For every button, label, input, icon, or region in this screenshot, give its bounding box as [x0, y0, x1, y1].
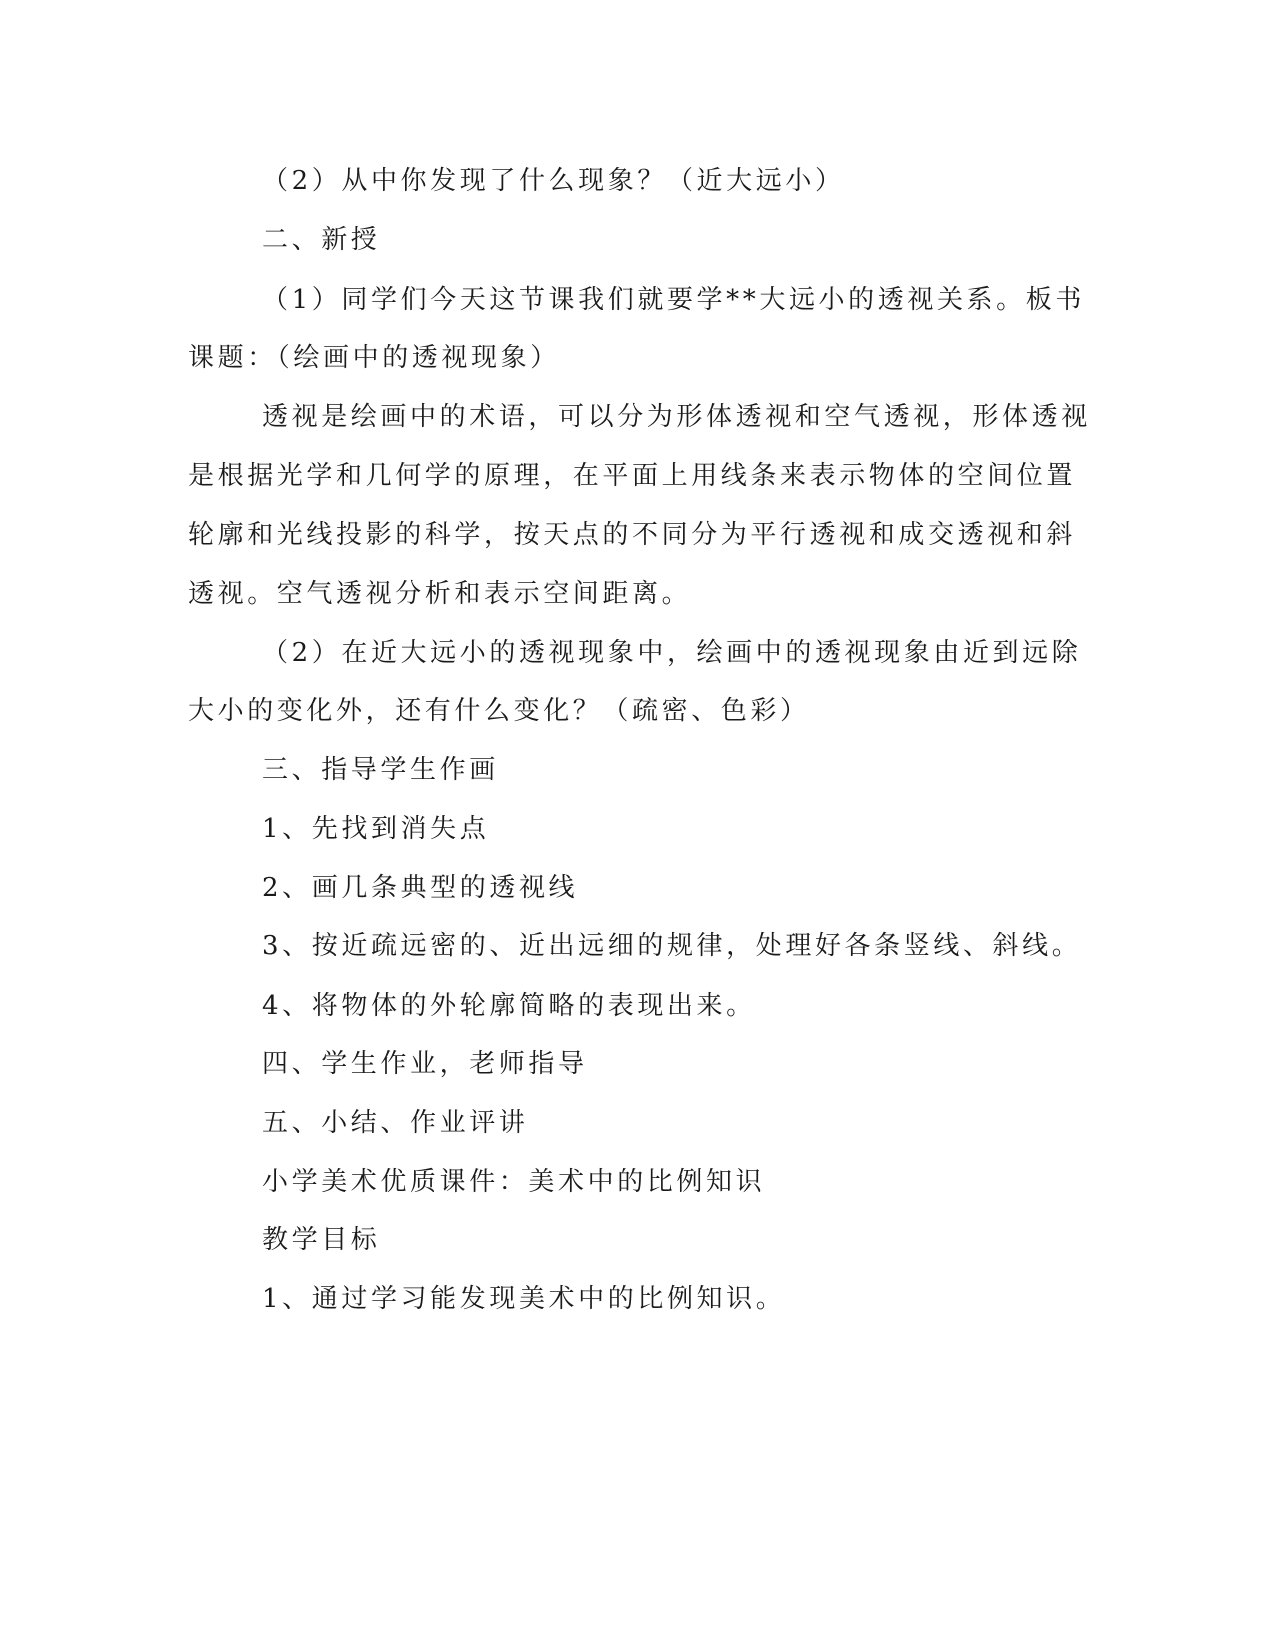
lesson-title: 小学美术优质课件：美术中的比例知识: [262, 1167, 766, 1197]
section-heading-summary: 五、小结、作业评讲: [262, 1108, 529, 1138]
step-1: 1、先找到消失点: [262, 814, 490, 844]
goal-1: 1、通过学习能发现美术中的比例知识。: [262, 1284, 786, 1314]
step-4: 4、将物体的外轮廓简略的表现出来。: [262, 991, 756, 1021]
paragraph-2-line-1: 透视是绘画中的术语，可以分为形体透视和空气透视，形体透视: [262, 402, 1091, 432]
section-heading-student-work: 四、学生作业，老师指导: [262, 1049, 588, 1079]
paragraph-2-line-2: 是根据光学和几何学的原理，在平面上用线条来表示物体的空间位置: [188, 461, 1077, 491]
paragraph-1-line-1: （1）同学们今天这节课我们就要学**大远小的透视关系。板书: [262, 285, 1085, 315]
question-2-line: （2）从中你发现了什么现象？（近大远小）: [262, 166, 845, 196]
step-2: 2、画几条典型的透视线: [262, 873, 579, 903]
section-heading-new-lesson: 二、新授: [262, 225, 381, 255]
paragraph-1-line-2: 课题：（绘画中的透视现象）: [188, 343, 560, 373]
teaching-goals-heading: 教学目标: [262, 1225, 381, 1255]
section-heading-guide-drawing: 三、指导学生作画: [262, 755, 499, 785]
step-3: 3、按近疏远密的、近出远细的规律，处理好各条竖线、斜线。: [262, 931, 1082, 961]
paragraph-3-line-1: （2）在近大远小的透视现象中，绘画中的透视现象由近到远除: [262, 638, 1082, 668]
paragraph-3-line-2: 大小的变化外，还有什么变化？（疏密、色彩）: [188, 696, 810, 726]
paragraph-2-line-3: 轮廓和光线投影的科学，按天点的不同分为平行透视和成交透视和斜: [188, 520, 1077, 550]
paragraph-2-line-4: 透视。空气透视分析和表示空间距离。: [188, 579, 692, 609]
